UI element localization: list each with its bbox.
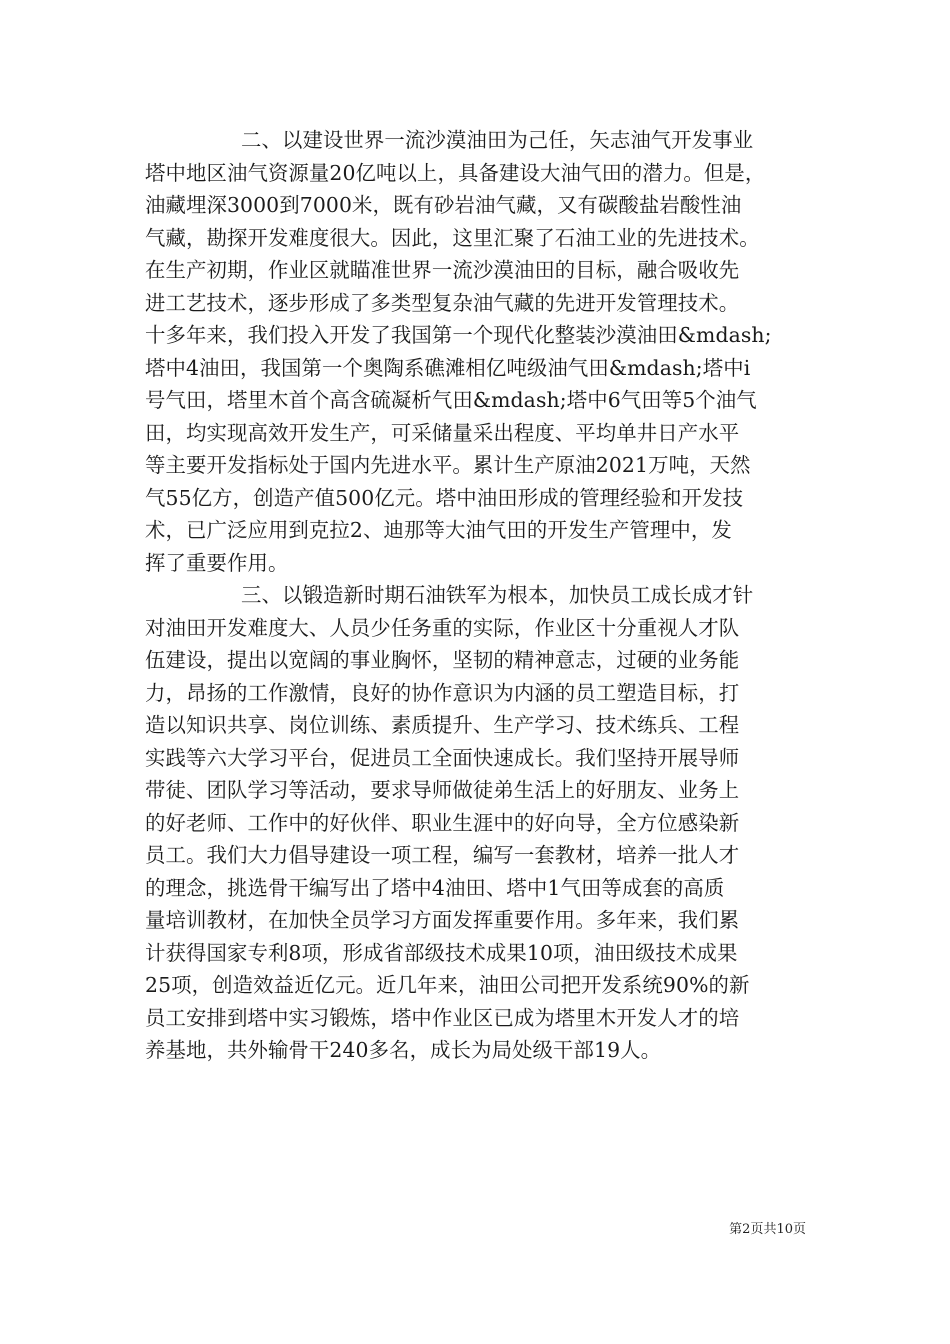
text-line: 挥了重要作用。: [145, 550, 289, 575]
text-line: 十多年来，我们投入开发了我国第一个现代化整装沙漠油田&mdash;: [145, 323, 772, 347]
text-line: 员工。我们大力倡导建设一项工程，编写一套教材，培养一批人才: [145, 843, 740, 867]
document-body: [145, 124, 815, 1067]
text-line: 等主要开发指标处于国内先进水平。累计生产原油2021万吨，天然: [145, 453, 751, 477]
text-line: 的好老师、工作中的好伙伴、职业生涯中的好向导，全方位感染新: [145, 810, 740, 835]
page-number-footer: 第2页共10页: [729, 1222, 806, 1237]
text-line: 伍建设，提出以宽阔的事业胸怀，坚韧的精神意志，过硬的业务能: [145, 648, 740, 672]
text-line: 带徒、团队学习等活动，要求导师做徒弟生活上的好朋友、业务上: [145, 778, 740, 802]
text-line: 气藏，勘探开发难度很大。因此，这里汇聚了石油工业的先进技术。: [145, 225, 760, 250]
text-line: 力，昂扬的工作激情，良好的协作意识为内涵的员工塑造目标，打: [145, 680, 740, 705]
text-line: 油藏埋深3000到7000米，既有砂岩油气藏，又有碳酸盐岩酸性油: [145, 193, 742, 217]
text-line: 进工艺技术，逐步形成了多类型复杂油气藏的先进开发管理技术。: [145, 290, 740, 315]
text-line: 计获得国家专利8项，形成省部级技术成果10项，油田级技术成果: [145, 940, 738, 965]
text-line: 的理念，挑选骨干编写出了塔中4油田、塔中1气田等成套的高质: [145, 875, 725, 900]
text-line: 员工安排到塔中实习锻炼，塔中作业区已成为塔里木开发人才的培: [145, 1005, 740, 1030]
text-line: 造以知识共享、岗位训练、素质提升、生产学习、技术练兵、工程: [145, 713, 740, 737]
text-line: 量培训教材，在加快全员学习方面发挥重要作用。多年来，我们累: [145, 908, 740, 932]
text-line: 养基地，共外输骨干240多名，成长为局处级干部19人。: [145, 1038, 662, 1062]
text-line: 号气田，塔里木首个高含硫凝析气田&mdash;塔中6气田等5个油气: [145, 388, 757, 412]
text-line: 塔中地区油气资源量20亿吨以上，具备建设大油气田的潜力。但是，: [145, 160, 766, 185]
text-line: 气55亿方，创造产值500亿元。塔中油田形成的管理经验和开发技: [145, 485, 744, 510]
text-line: 田，均实现高效开发生产，可采储量采出程度、平均单井日产水平: [145, 420, 740, 445]
text-line: 实践等六大学习平台，促进员工全面快速成长。我们坚持开展导师: [145, 745, 740, 770]
text-line: 在生产初期，作业区就瞄准世界一流沙漠油田的目标，融合吸收先: [145, 258, 740, 282]
text-line: 塔中4油田，我国第一个奥陶系礁滩相亿吨级油气田&mdash;塔中i: [145, 355, 751, 380]
text-line: 术，已广泛应用到克拉2、迪那等大油气田的开发生产管理中，发: [145, 518, 732, 542]
section-heading-line: 二、以建设世界一流沙漠油田为己任，矢志油气开发事业: [241, 128, 754, 152]
section-heading-line: 三、以锻造新时期石油铁军为根本，加快员工成长成才针: [241, 583, 754, 607]
text-line: 25项，创造效益近亿元。近几年来，油田公司把开发系统90%的新: [145, 973, 750, 997]
text-line: 对油田开发难度大、人员少任务重的实际，作业区十分重视人才队: [145, 615, 740, 640]
